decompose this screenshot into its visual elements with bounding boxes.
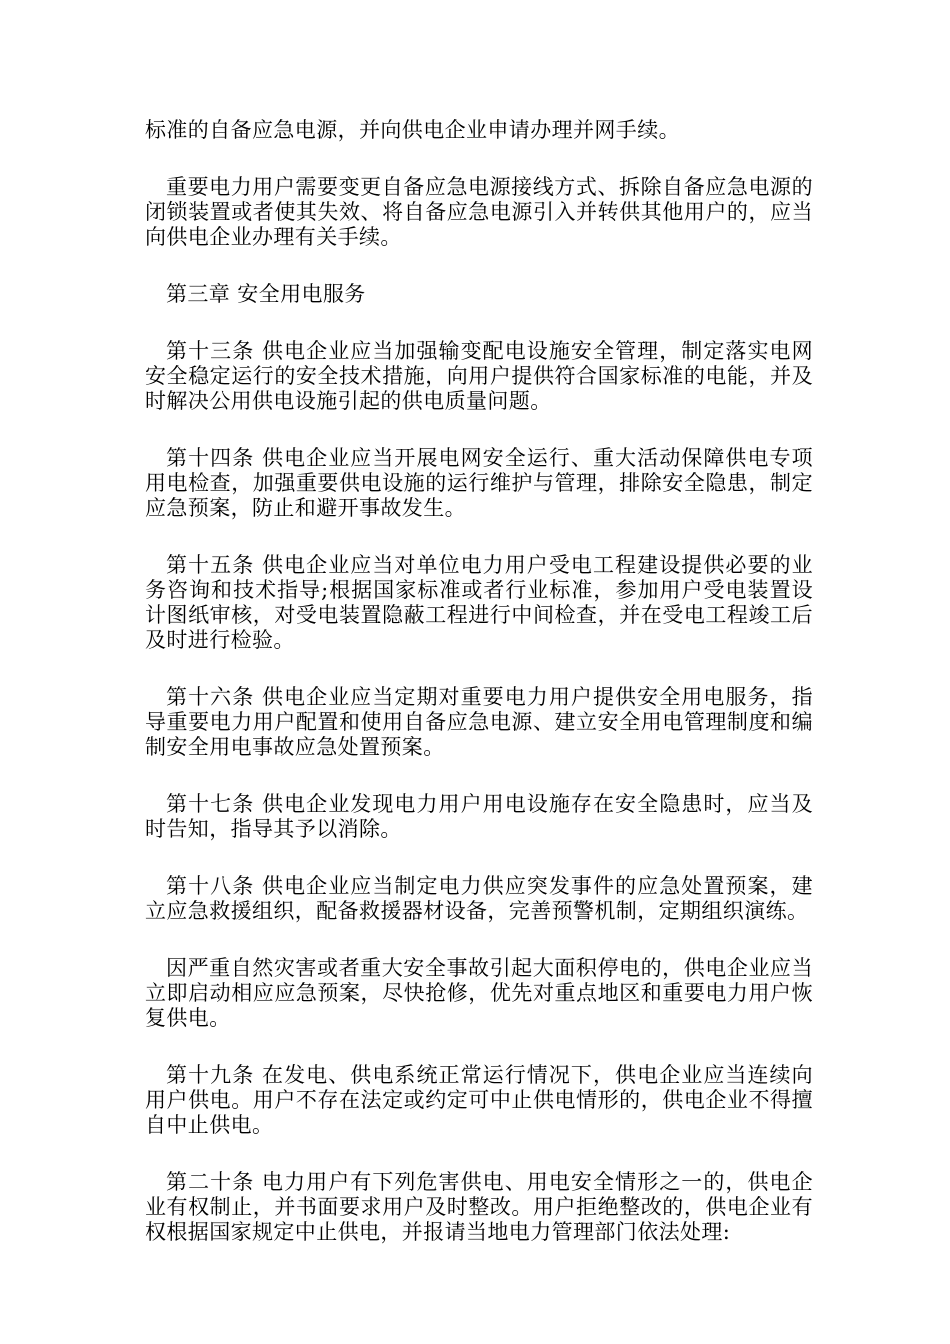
article-18: 第十八条 供电企业应当制定电力供应突发事件的应急处置预案，建立应急救援组织，配备救援器材设备，完善预警机制，定期组织演练。 bbox=[145, 874, 813, 923]
paragraph: 因严重自然灾害或者重大安全事故引起大面积停电的，供电企业应当立即启动相应应急预案，尽快抢修，优先对重点地区和重要电力用户恢复供电。 bbox=[145, 956, 813, 1030]
chapter-heading: 第三章 安全用电服务 bbox=[166, 282, 366, 306]
article-19: 第十九条 在发电、供电系统正常运行情况下，供电企业应当连续向用户供电。用户不存在法定或约定可中止供电情形的，供电企业不得擅自中止供电。 bbox=[145, 1063, 813, 1137]
article-15: 第十五条 供电企业应当对单位电力用户受电工程建设提供必要的业务咨询和技术指导;根据国家标准或者行业标准，参加用户受电装置设计图纸审核，对受电装置隐蔽工程进行中间检查，并在受电工程竣工后及时进行检验。 bbox=[145, 553, 813, 652]
paragraph: 重要电力用户需要变更自备应急电源接线方式、拆除自备应急电源的闭锁装置或者使其失效、将自备应急电源引入并转供其他用户的，应当向供电企业办理有关手续。 bbox=[145, 175, 813, 249]
article-13: 第十三条 供电企业应当加强输变配电设施安全管理，制定落实电网安全稳定运行的安全技术措施，向用户提供符合国家标准的电能，并及时解决公用供电设施引起的供电质量问题。 bbox=[145, 339, 813, 413]
paragraph-continuation: 标准的自备应急电源，并向供电企业申请办理并网手续。 bbox=[145, 118, 680, 142]
document-body bbox=[145, 118, 813, 1277]
article-17: 第十七条 供电企业发现电力用户用电设施存在安全隐患时，应当及时告知，指导其予以消除。 bbox=[145, 792, 813, 841]
article-16: 第十六条 供电企业应当定期对重要电力用户提供安全用电服务，指导重要电力用户配置和使用自备应急电源、建立安全用电管理制度和编制安全用电事故应急处置预案。 bbox=[145, 685, 813, 759]
article-14: 第十四条 供电企业应当开展电网安全运行、重大活动保障供电专项用电检查，加强重要供电设施的运行维护与管理，排除安全隐患，制定应急预案，防止和避开事故发生。 bbox=[145, 446, 813, 520]
article-20: 第二十条 电力用户有下列危害供电、用电安全情形之一的，供电企业有权制止，并书面要求用户及时整改。用户拒绝整改的，供电企业有权根据国家规定中止供电，并报请当地电力管理部门依法处理: bbox=[145, 1170, 813, 1244]
